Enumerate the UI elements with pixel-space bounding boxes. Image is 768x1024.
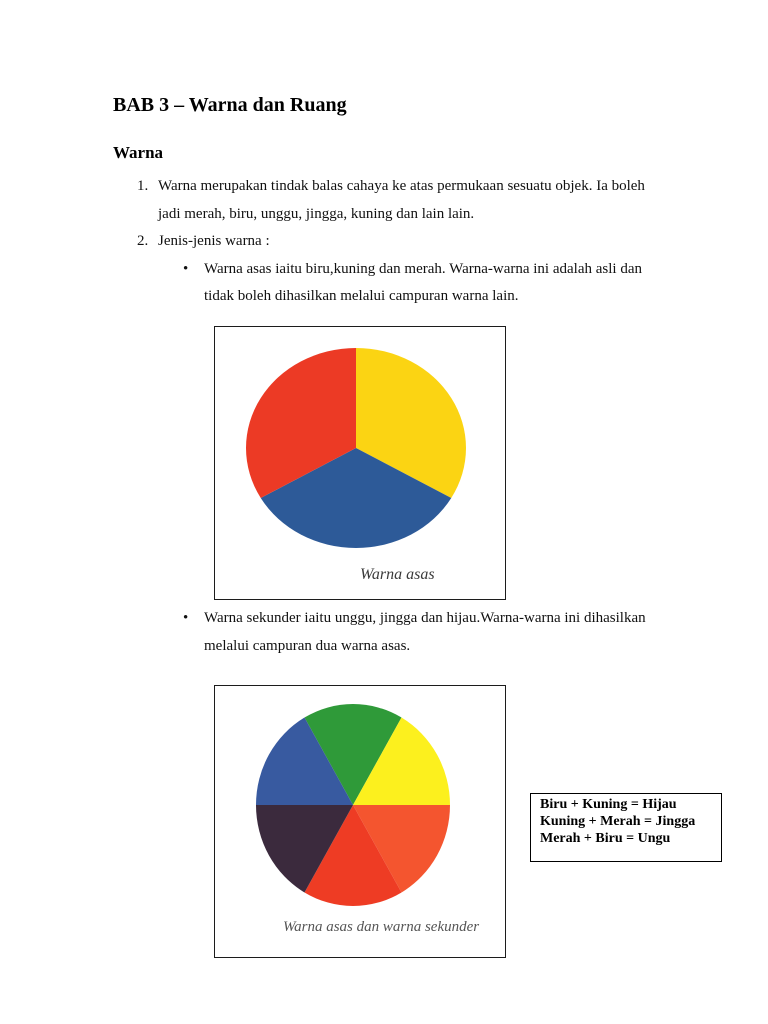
secondary-colors-figure bbox=[214, 685, 506, 958]
list-item bbox=[137, 228, 645, 256]
mixing-rule: Biru + Kuning = Hijau bbox=[540, 797, 677, 812]
mixing-rule: Merah + Biru = Ungu bbox=[540, 831, 671, 846]
list-item-line: Jenis-jenis warna : bbox=[158, 233, 270, 249]
primary-colors-figure bbox=[214, 326, 506, 600]
primary-color-wheel bbox=[215, 327, 505, 599]
numbered-list bbox=[137, 173, 645, 256]
list-number: 1. bbox=[137, 178, 149, 194]
bullet-icon: • bbox=[183, 610, 189, 626]
secondary-color-wheel bbox=[215, 686, 505, 957]
list-item-line: jadi merah, biru, unggu, jingga, kuning dan lain lain. bbox=[158, 205, 475, 222]
list-number: 2. bbox=[137, 233, 149, 249]
list-item-line: Warna merupakan tindak balas cahaya ke atas permukaan sesuatu objek. Ia boleh bbox=[158, 178, 645, 194]
figure-caption: Warna asas dan warna sekunder bbox=[283, 919, 480, 935]
bullet-line: melalui campuran dua warna asas. bbox=[204, 637, 411, 654]
mixing-rule: Kuning + Merah = Jingga bbox=[540, 814, 696, 829]
section-heading: Warna bbox=[113, 143, 164, 162]
color-mixing-note-box bbox=[530, 793, 722, 862]
list-item bbox=[137, 173, 645, 228]
bullet-line: Warna sekunder iaitu unggu, jingga dan hijau.Warna-warna ini dihasilkan bbox=[204, 610, 646, 626]
bullet-icon: • bbox=[183, 260, 189, 277]
bullet-line: tidak boleh dihasilkan melalui campuran warna lain. bbox=[204, 288, 519, 304]
bullet-line: Warna asas iaitu biru,kuning dan merah. Warna-warna ini adalah asli dan bbox=[204, 260, 642, 277]
chapter-title: BAB 3 – Warna dan Ruang bbox=[113, 94, 347, 116]
figure-caption: Warna asas bbox=[360, 566, 435, 583]
bullet-item bbox=[183, 256, 642, 311]
bullet-item bbox=[183, 605, 646, 660]
